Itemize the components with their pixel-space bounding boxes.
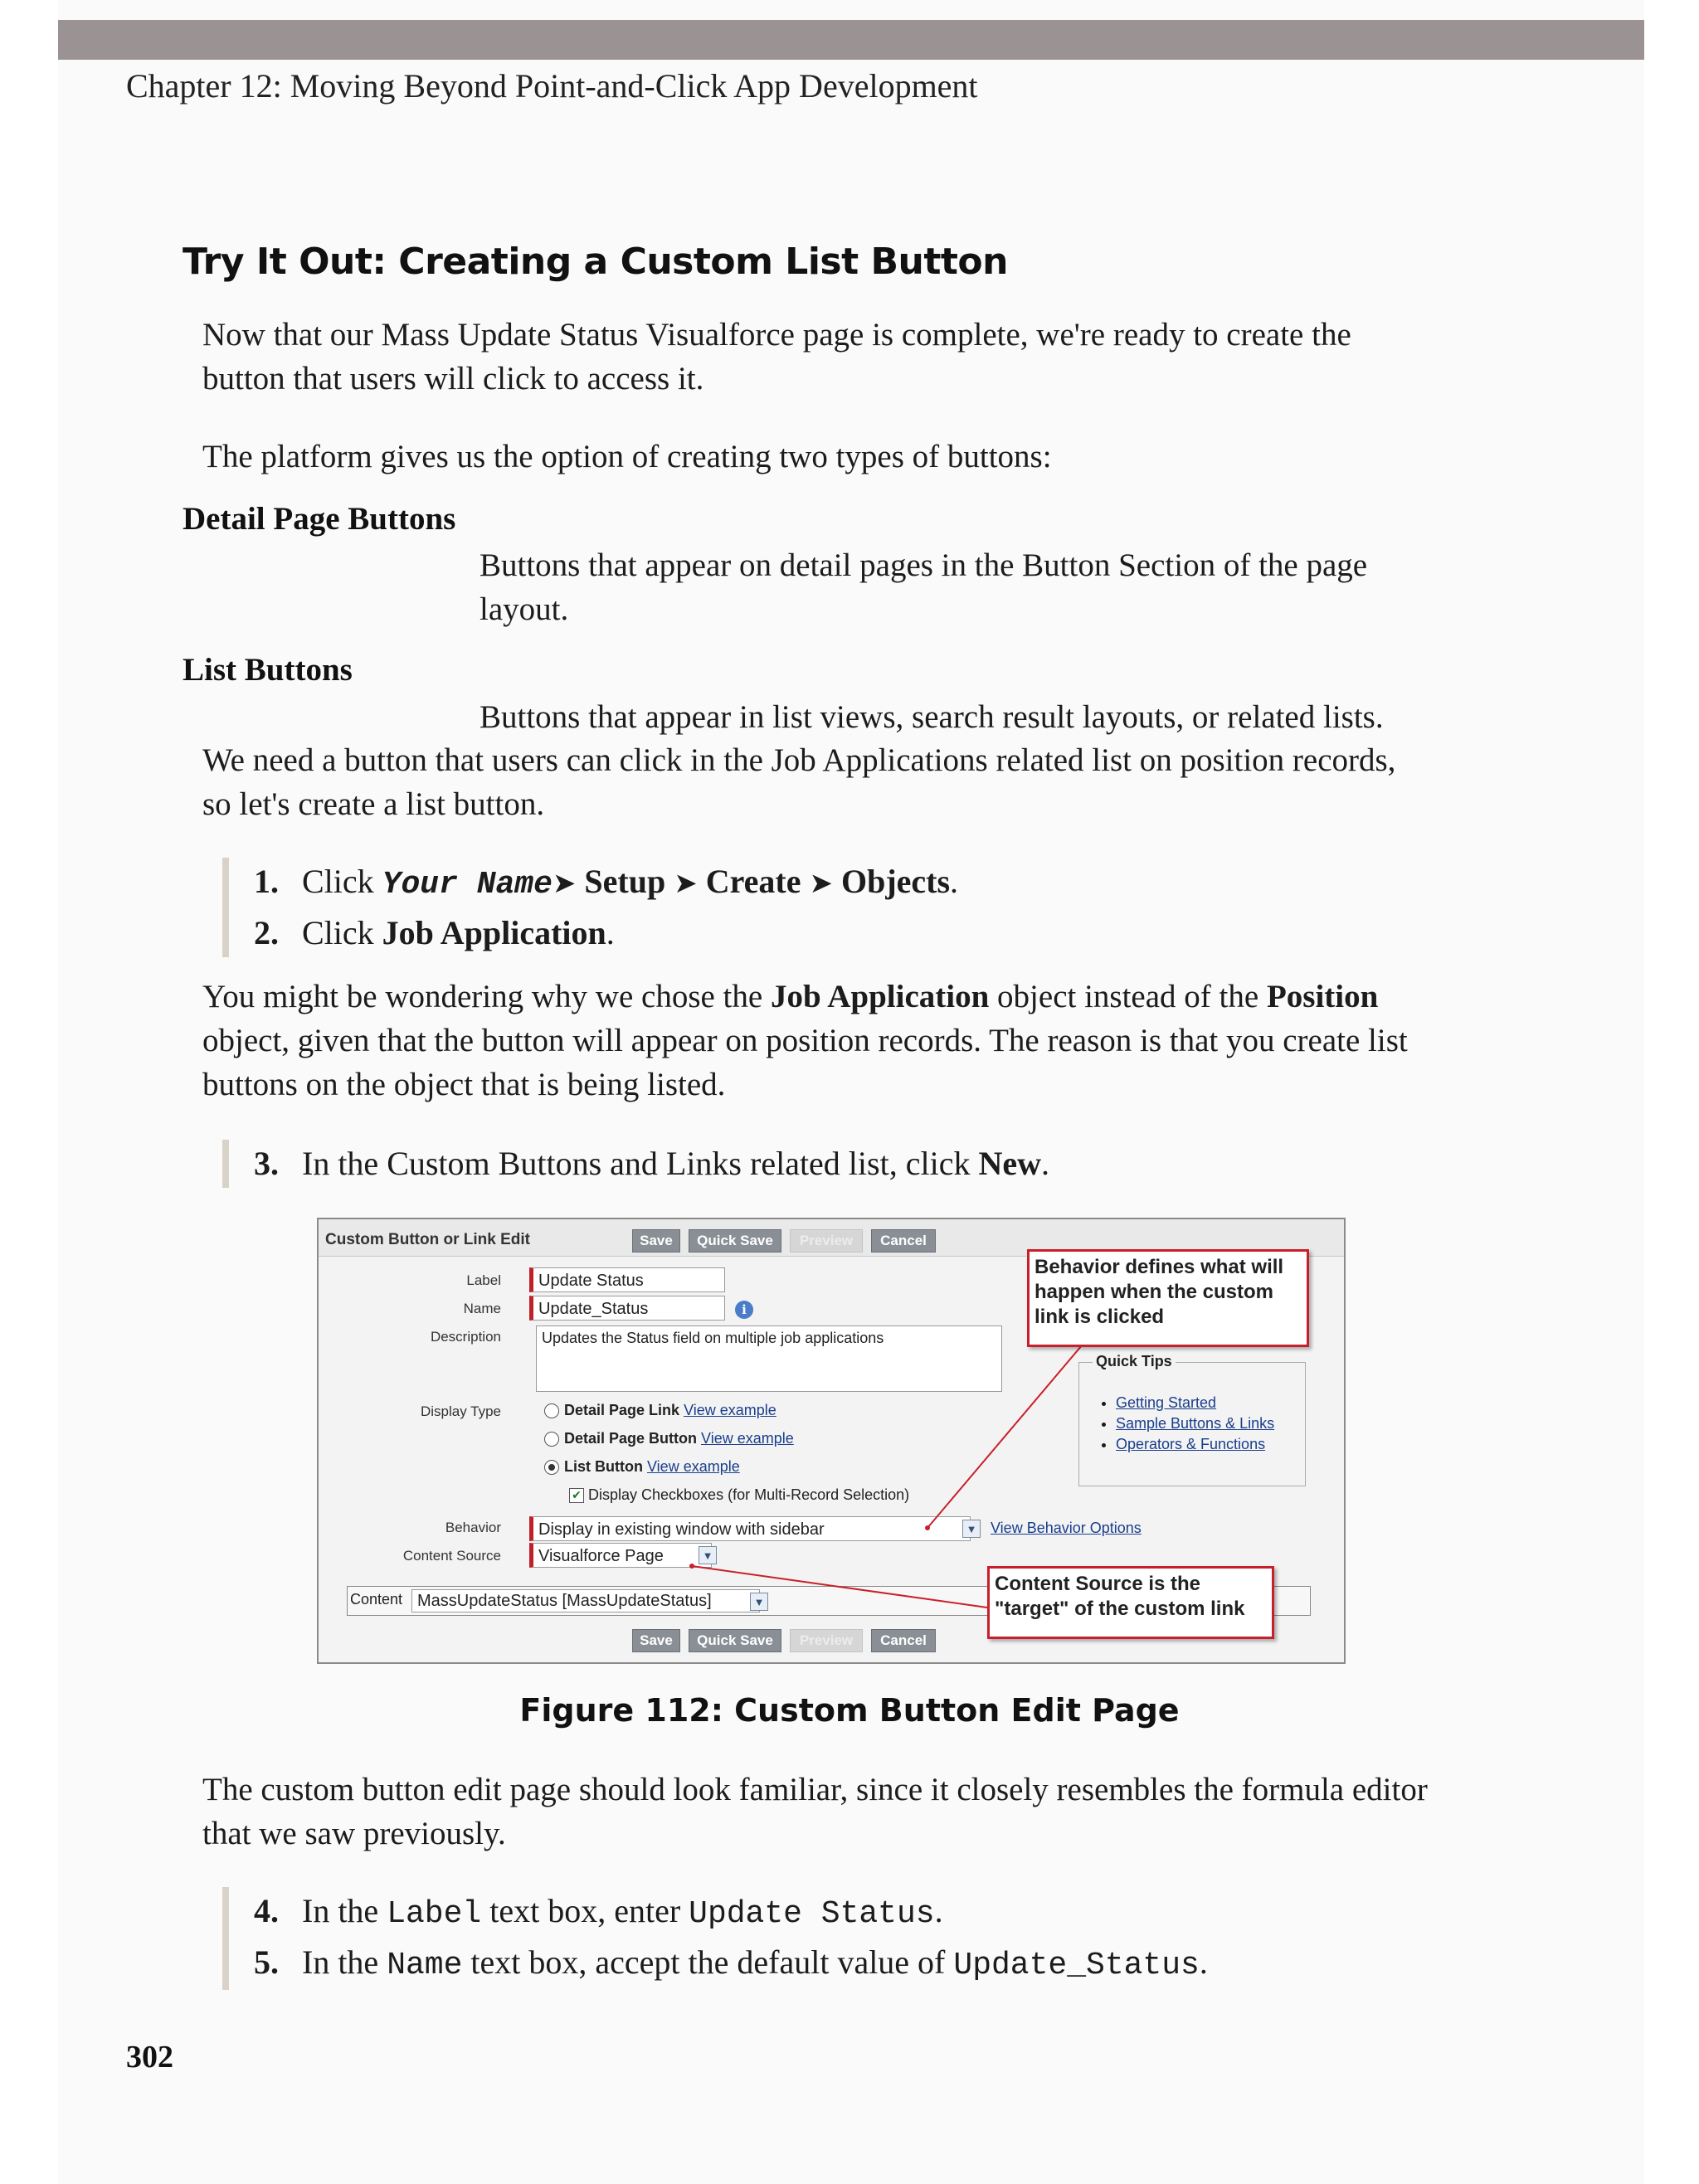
menu-path-item: Setup [584,863,666,900]
text-line: that we saw previously. [202,1816,506,1851]
code-text: Name [387,1948,463,1983]
preview-button[interactable]: Preview [790,1229,863,1253]
preview-button[interactable]: Preview [790,1629,863,1652]
text-line: Now that our Mass Update Status Visualforce page is complete, we're ready to create the [202,317,1351,353]
punctuation: . [950,863,959,900]
view-example-link[interactable]: View example [684,1402,776,1418]
punctuation: . [606,914,615,951]
definition-description [480,695,1475,739]
name-input[interactable]: Update_Status [529,1296,725,1321]
text-span: You might be wondering why we chose the [202,979,763,1014]
link-text[interactable]: View Behavior Options [991,1520,1142,1536]
info-icon: i [735,1301,753,1319]
tip-link[interactable]: Sample Buttons & Links [1116,1415,1275,1432]
step-item [254,858,958,909]
bold-text: Job Application [770,979,990,1014]
quick-tips-title: Quick Tips [1093,1353,1176,1370]
step-number: 4. [254,1892,279,1929]
save-button[interactable]: Save [632,1229,680,1253]
tip-link[interactable]: Operators & Functions [1116,1436,1266,1452]
step-number: 2. [254,914,279,951]
options-paragraph: The platform gives us the option of creating two types of buttons: [202,439,1052,474]
menu-path-item: Objects [840,863,951,900]
quick-save-button[interactable]: Quick Save [689,1629,781,1652]
step-text: In the [302,1943,379,1981]
text-line: buttons on the object that is being listed. [202,1067,726,1102]
chevron-down-icon[interactable]: ▼ [962,1520,981,1538]
arrow-right-icon: ➤ [552,867,577,900]
chevron-down-icon[interactable]: ▼ [750,1593,768,1611]
section-title: Try It Out: Creating a Custom List Button [183,241,1008,283]
steps-list [222,1140,1049,1188]
formula-editor-paragraph [202,1768,1472,1856]
step-item [254,1887,1208,1938]
behavior-select[interactable]: Display in existing window with sidebar [529,1516,971,1541]
checkbox-checked-icon[interactable]: ✔ [569,1488,584,1503]
name-field-label: Name [463,1301,501,1316]
step-item [254,1938,1208,1990]
text-line: We need a button that users can click in the Job Applications related list on position records, [202,742,1396,778]
step-text: text box, enter [489,1892,681,1929]
code-text: Update_Status [953,1948,1200,1983]
steps-list [222,858,958,957]
form-title: Custom Button or Link Edit [325,1231,530,1248]
intro-paragraph [202,313,1472,401]
radio-label: Detail Page Button [564,1430,698,1447]
definition-term: Detail Page Buttons [183,501,456,537]
radio-label: List Button [564,1458,643,1475]
chevron-down-icon[interactable]: ▼ [699,1546,717,1564]
punctuation: . [1040,1145,1049,1182]
arrow-right-icon: ➤ [674,867,698,900]
label-input[interactable]: Update Status [529,1267,725,1292]
content-source-callout: Content Source is the "target" of the custom link [987,1566,1274,1639]
display-type-label: Display Type [420,1403,501,1419]
definition-term: List Buttons [183,652,353,688]
text-line: button that users will click to access it. [202,361,704,396]
description-field-label: Description [430,1329,501,1345]
save-button[interactable]: Save [632,1629,680,1652]
step-item [254,909,958,957]
step-text: In the Custom Buttons and Links related list, click [302,1145,971,1182]
content-source-label: Content Source [402,1548,501,1564]
figure-caption: Figure 112: Custom Button Edit Page [519,1692,1180,1729]
text-line: so let's create a list button. [202,786,545,822]
checkbox-label: Display Checkboxes (for Multi-Record Selection) [588,1486,910,1503]
text-line: Buttons that appear in list views, search result layouts, or related lists. [480,699,1384,735]
step-number: 3. [254,1145,279,1182]
explanation-paragraph [202,975,1472,1107]
punctuation: . [934,1892,943,1929]
step-text: text box, accept the default value of [470,1943,946,1981]
step-text: In the [302,1892,379,1929]
text-span: object instead of the [997,979,1259,1014]
list-button-paragraph [202,738,1472,826]
step-number: 1. [254,863,279,900]
content-select[interactable]: MassUpdateStatus [MassUpdateStatus] [411,1589,760,1612]
punctuation: . [1199,1943,1208,1981]
bold-text: Position [1266,979,1379,1014]
quick-save-button[interactable]: Quick Save [689,1229,781,1253]
radio-label: Detail Page Link [564,1402,680,1418]
code-text: Label [387,1896,482,1932]
text-line: The custom button edit page should look familiar, since it closely resembles the formula editor [202,1772,1428,1807]
definition-description [480,543,1475,631]
label-field-label: Label [466,1272,501,1288]
text-line [202,975,1472,1019]
step-item [254,1140,1049,1188]
custom-button-edit-screenshot [317,1218,1346,1664]
step-bold-text: New [978,1145,1041,1182]
step-text: Click [302,914,374,951]
description-textarea[interactable]: Updates the Status field on multiple job applications [536,1325,1002,1392]
arrow-right-icon: ➤ [809,867,833,900]
tip-link[interactable]: Getting Started [1116,1394,1217,1411]
text-line: object, given that the button will appear on position records. The reason is that you create list [202,1023,1408,1058]
behavior-callout: Behavior defines what will happen when the custom link is clicked [1027,1249,1309,1347]
step-number: 5. [254,1943,279,1981]
header-bar [58,20,1644,60]
step-bold-text: Job Application [382,914,606,951]
running-head: Chapter 12: Moving Beyond Point-and-Click App Development [126,67,978,105]
cancel-button[interactable]: Cancel [871,1629,936,1652]
page-number: 302 [126,2040,173,2075]
menu-path-item: Your Name [382,867,553,902]
steps-list [222,1887,1208,1990]
cancel-button[interactable]: Cancel [871,1229,936,1253]
code-text: Update Status [689,1896,935,1932]
content-label: Content [350,1591,403,1608]
view-example-link[interactable]: View example [701,1430,794,1447]
behavior-label: Behavior [445,1520,501,1535]
view-example-link[interactable]: View example [647,1458,740,1475]
text-line: Buttons that appear on detail pages in the Button Section of the page [480,547,1368,583]
step-text: Click [302,863,374,900]
menu-path-item: Create [705,863,801,900]
text-line: layout. [480,591,569,627]
content-source-select[interactable]: Visualforce Page [529,1543,712,1568]
